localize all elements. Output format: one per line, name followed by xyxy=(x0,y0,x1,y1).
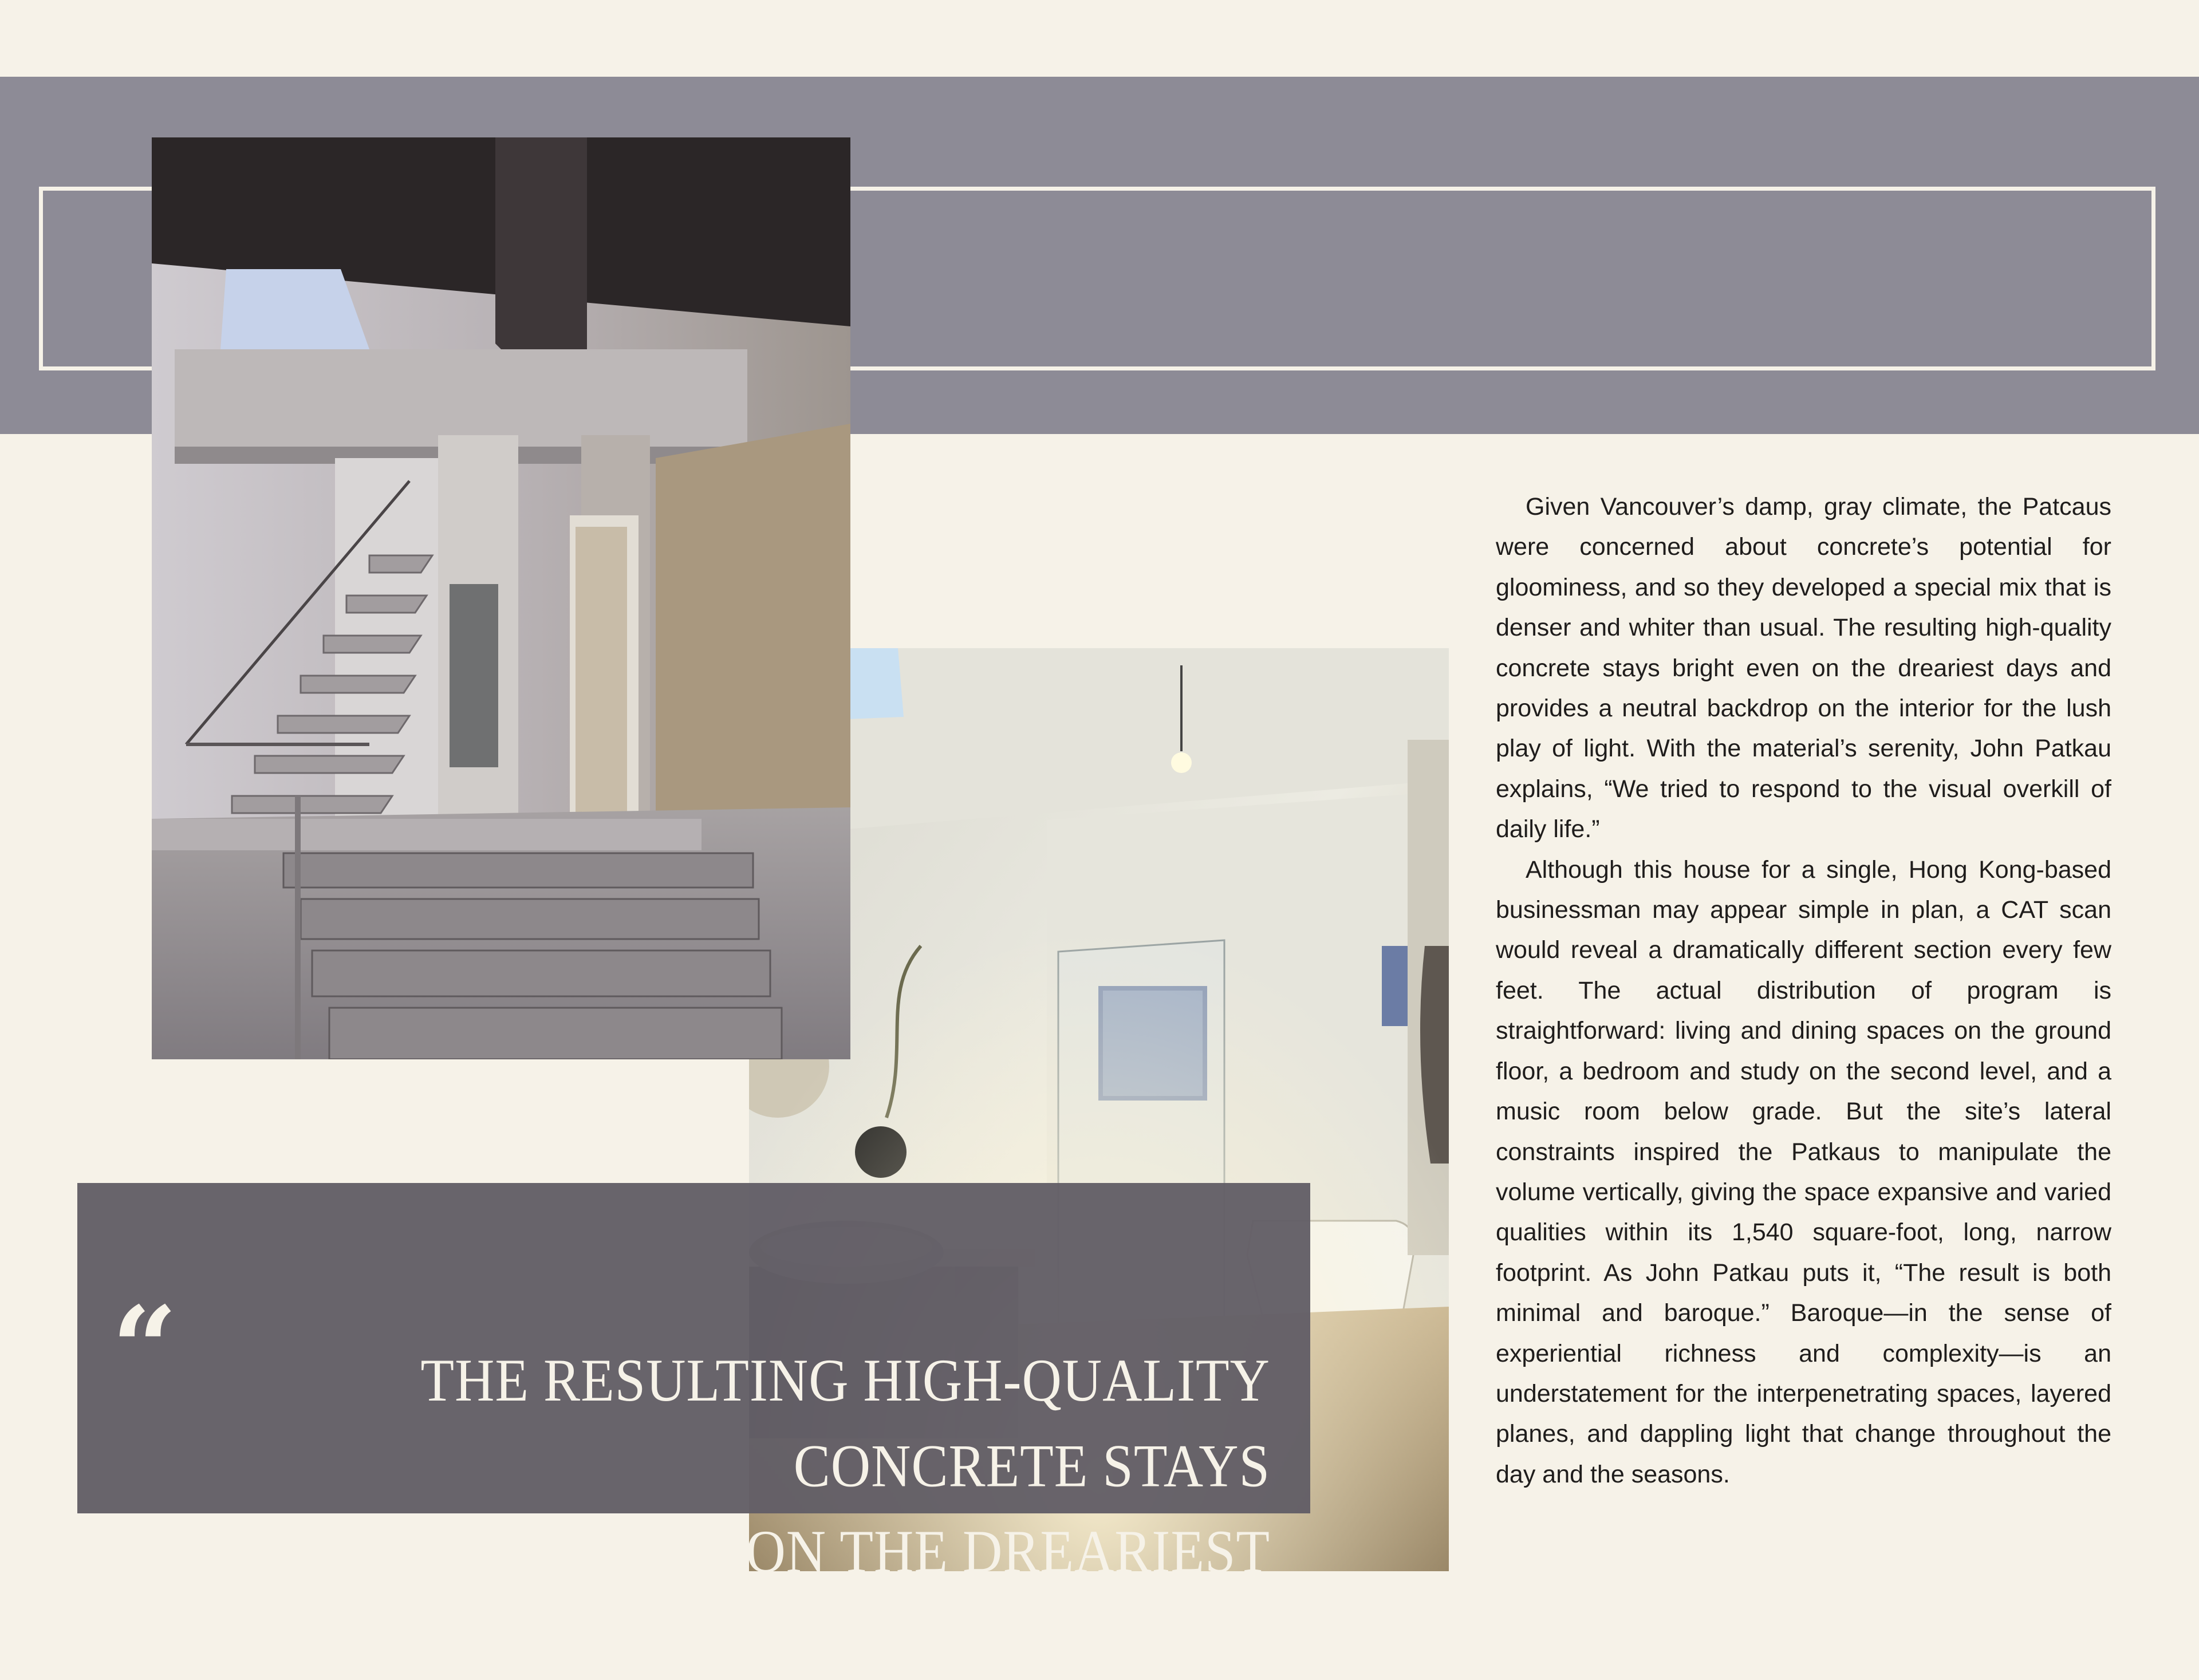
pull-quote-line-1: THE RESULTING HIGH-QUALITY CONCRETE STAYS xyxy=(420,1346,1270,1500)
article-body xyxy=(1496,487,2111,1494)
pull-quote xyxy=(77,1183,1310,1671)
interior-stair-photo-icon xyxy=(152,137,850,1059)
interior-stair-photo xyxy=(152,137,850,1059)
article-paragraph-1: Given Vancouver’s damp, gray climate, the Patcaus were concerned about concrete’s potential for gloominess, and so they developed a special mix that is denser and whiter than usual. The resulting high-quality concrete stays bright even on the dreariest days and provides a neutral backdrop on the interior for the lush play of light. With the material’s serenity, John Patkau explains, “We tried to respond to the visual overkill of daily life.” xyxy=(1496,493,2111,843)
pull-quote-text xyxy=(215,1338,1270,1680)
quote-mark-icon: “ xyxy=(112,1281,178,1416)
pull-quote-line-2: BRIGHT EVEN ON THE DREARIEST DAYS. xyxy=(361,1517,1270,1671)
article-paragraph-2: Although this house for a single, Hong Kong-based businessman may appear simple in plan, a CAT scan would reveal a dramatically different section every few feet. The actual distribution of program is straightforward: living and dining spaces on the ground floor, a bedroom and study on the second level, and a music room below grade. But the site’s lateral constraints inspired the Patkaus to manipulate the volume vertically, giving the space expansive and varied qualities within its 1,540 square-foot, long, narrow footprint. As John Patkau puts it, “The result is both minimal and baroque.” Baroque—in the sense of experiential richness and complexity—is an understatement for the interpenetrating spaces, layered planes, and dappling light that change throughout the day and the seasons. xyxy=(1496,855,2111,1488)
